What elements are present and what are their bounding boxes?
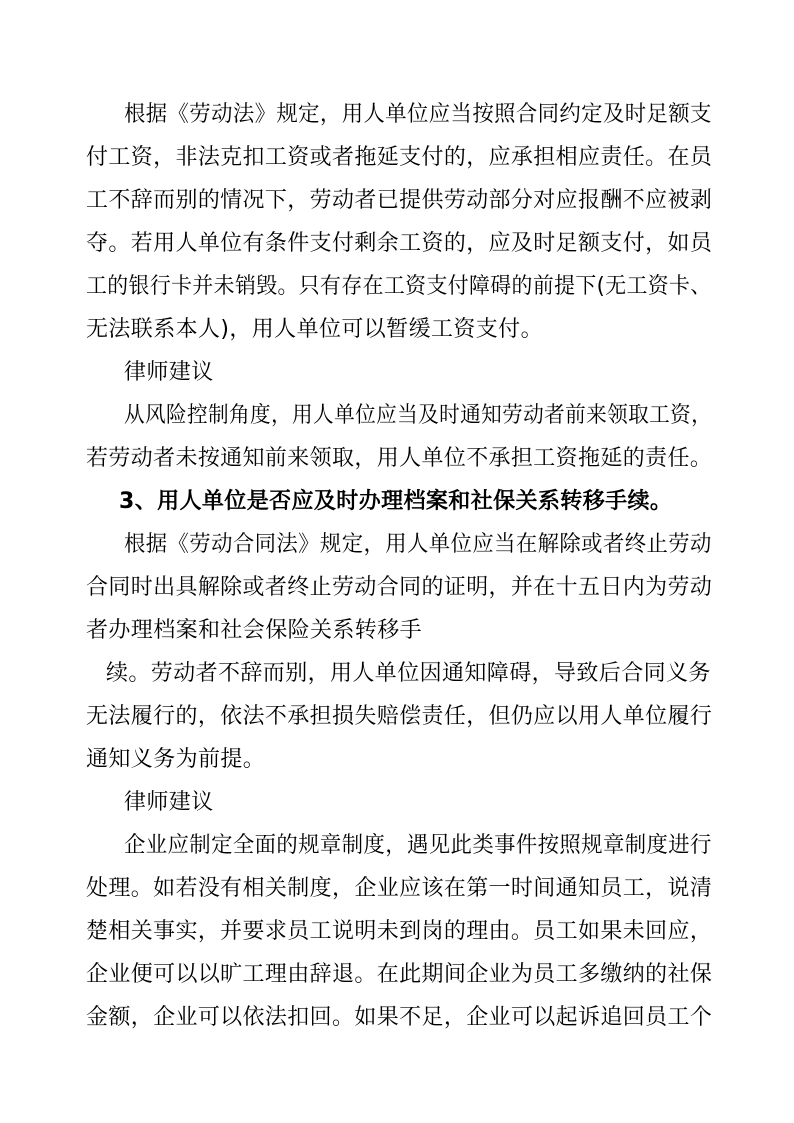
paragraph-line: 企业应制定全面的规章制度，遇见此类事件按照规章制度进行 bbox=[124, 833, 712, 858]
paragraph-line: 工的银行卡并未销毁。只有存在工资支付障碍的前提下(无工资卡、 bbox=[86, 274, 712, 299]
paragraph-line: 若劳动者未按通知前来领取，用人单位不承担工资拖延的责任。 bbox=[86, 446, 713, 471]
section-heading: 律师建议 bbox=[124, 790, 214, 815]
paragraph-line: 夺。若用人单位有条件支付剩余工资的，应及时足额支付，如员 bbox=[86, 231, 713, 256]
paragraph-line: 续。劳动者不辞而别，用人单位因通知障碍，导致后合同义务 bbox=[106, 661, 711, 686]
paragraph-line: 从风险控制角度，用人单位应当及时通知劳动者前来领取工资， bbox=[124, 403, 713, 428]
paragraph-line: 楚相关事实，并要求员工说明未到岗的理由。员工如果未回应， bbox=[86, 919, 713, 944]
paragraph-line: 工不辞而别的情况下，劳动者已提供劳动部分对应报酬不应被剥 bbox=[86, 188, 713, 213]
paragraph-line: 处理。如若没有相关制度，企业应该在第一时间通知员工，说清 bbox=[86, 876, 713, 901]
paragraph-line: 金额，企业可以依法扣回。如果不足，企业可以起诉追回员工个 bbox=[86, 1005, 713, 1030]
paragraph-line: 者办理档案和社会保险关系转移手 bbox=[86, 618, 423, 643]
section-heading: 律师建议 bbox=[124, 360, 214, 385]
paragraph-line: 合同时出具解除或者终止劳动合同的证明，并在十五日内为劳动 bbox=[86, 575, 713, 600]
numbered-heading: 3、用人单位是否应及时办理档案和社保关系转移手续。 bbox=[119, 489, 673, 514]
paragraph-line: 付工资，非法克扣工资或者拖延支付的，应承担相应责任。在员 bbox=[86, 145, 713, 170]
paragraph-line: 根据《劳动法》规定，用人单位应当按照合同约定及时足额支 bbox=[124, 102, 712, 127]
paragraph-line: 无法联系本人)，用人单位可以暂缓工资支付。 bbox=[86, 317, 543, 342]
paragraph-line: 通知义务为前提。 bbox=[86, 747, 266, 772]
paragraph-line: 根据《劳动合同法》规定，用人单位应当在解除或者终止劳动 bbox=[124, 532, 712, 557]
paragraph-line: 无法履行的，依法不承担损失赔偿责任，但仍应以用人单位履行 bbox=[86, 704, 713, 729]
paragraph-line: 企业便可以以旷工理由辞退。在此期间企业为员工多缴纳的社保 bbox=[86, 962, 713, 987]
